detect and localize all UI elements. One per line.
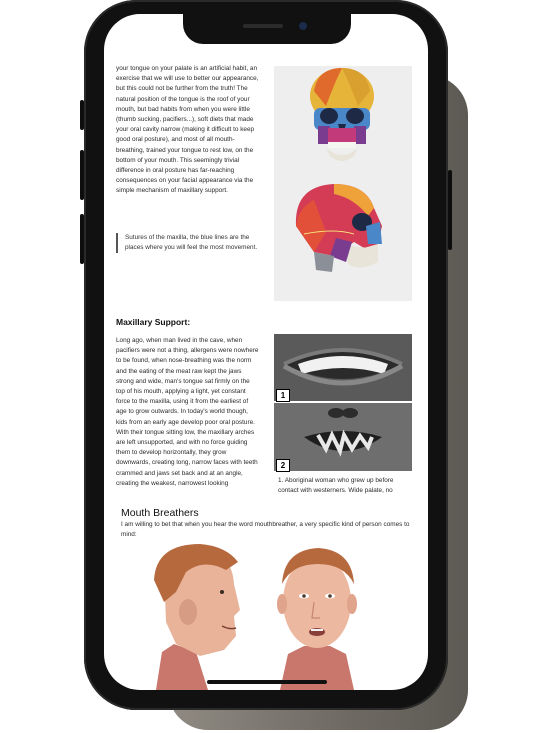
mouth-breather-illustration bbox=[104, 540, 428, 690]
front-camera-icon bbox=[299, 22, 307, 30]
wide-smile-drawing bbox=[274, 334, 412, 401]
phone-notch bbox=[183, 14, 351, 44]
photo-caption: 1. Aboriginal woman who grew up before contact with westerners. Wide palate, no bbox=[278, 477, 394, 494]
mouth-breathers-heading: Mouth Breathers bbox=[121, 507, 199, 519]
volume-up-button bbox=[80, 150, 84, 200]
faces-drawing bbox=[104, 540, 428, 690]
mouth-breathers-paragraph: I am willing to bet that when you hear the word mouthbreather, a very specific kind of person comes to mind: bbox=[121, 521, 410, 539]
section-heading: Maxillary Support: bbox=[116, 317, 191, 327]
photo-label-1: 1 bbox=[276, 389, 290, 402]
section-paragraph: Long ago, when man lived in the cave, when pacifiers were not a thing, allergens were nowhere to be found, when nose-breathing was the norm and the eating of the meat raw kept the jaws strong and wide, man's tongue sat firmly on the top of his mouth, applying a light, yet constant force to the maxilla, using it from the earliest of age to grow outwards. In today's world though, kids from an early age develop poor oral posture. With their tongue sitting low, the maxillary arches are left unsupported, and with no force guiding them to develop horizontally, they grow downwards, creating long, narrow faces with teeth crammed and jaws set back and at an angle, creating the weakest, narrowest looking bbox=[116, 337, 259, 487]
mute-switch bbox=[80, 100, 84, 130]
crowded-teeth-drawing bbox=[274, 403, 412, 471]
intro-paragraph: your tongue on your palate is an artificial habit, an exercise that we will use to better our appearance, but this could not be further from the truth! The natural position of the tongue is the roof of your mouth, but bad habits from when you were little (thumb sucking, pacifiers...), soft diets that made your oral cavity narrow (making it difficult to keep good oral posture), and most of all mouth-breathing, trained your tongue to rest low, on the bottom of your mouth. This seemingly trivial difference in oral posture has far-reaching consequences on your facial appearance via the simple mechanism of maxillary support. bbox=[116, 65, 259, 195]
home-indicator[interactable] bbox=[207, 680, 327, 684]
volume-down-button bbox=[80, 214, 84, 264]
maxilla-quote: Sutures of the maxilla, the blue lines are the places where you will feel the most movement. bbox=[116, 233, 267, 253]
power-button bbox=[448, 170, 452, 250]
speaker-grille bbox=[243, 24, 283, 28]
teeth-photo-1 bbox=[274, 334, 412, 401]
teeth-photo-2 bbox=[274, 403, 412, 471]
skull-illustration bbox=[274, 66, 412, 301]
skull-drawing bbox=[274, 66, 412, 301]
photo-label-2: 2 bbox=[276, 459, 290, 472]
